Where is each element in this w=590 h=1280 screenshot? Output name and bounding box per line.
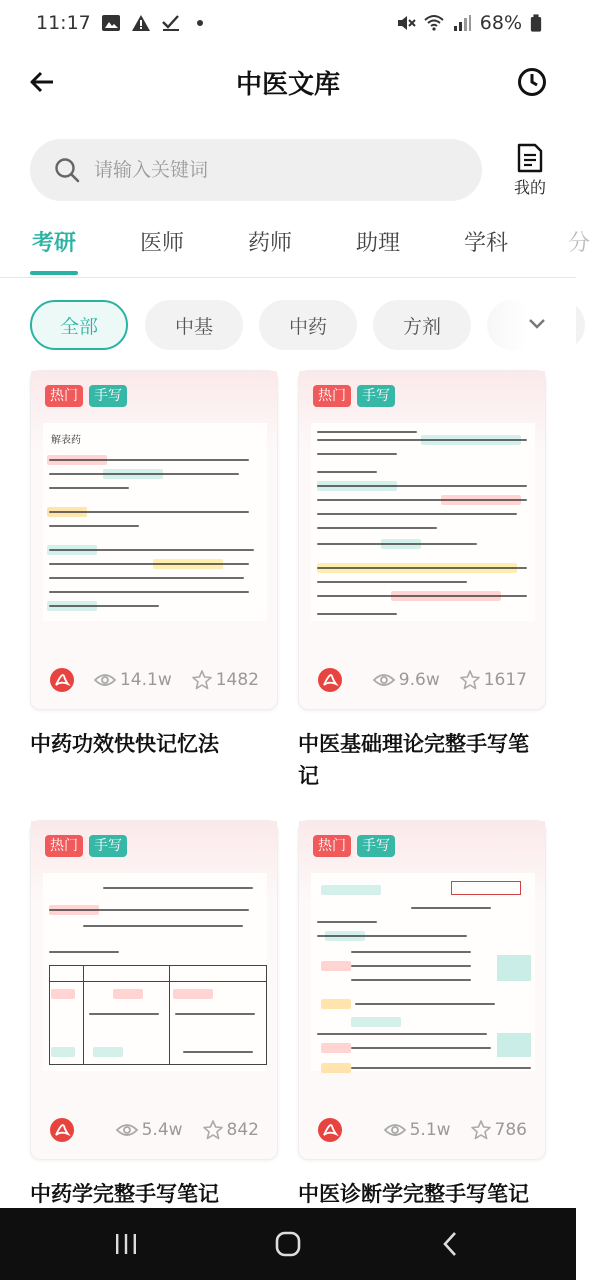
pdf-icon <box>49 667 75 693</box>
battery-percent: 68% <box>479 12 522 34</box>
doc-title[interactable]: 中药学完整手写笔记 <box>30 1182 219 1206</box>
wifi-icon <box>424 14 444 32</box>
search-box[interactable] <box>30 139 482 201</box>
view-count: 5.4w <box>116 1120 183 1140</box>
chip-all[interactable]: 全部 <box>30 300 128 350</box>
hot-badge: 热门 <box>313 385 351 407</box>
doc-title[interactable]: 中医基础理论完整手写笔记 <box>298 732 529 788</box>
tab-more-partial[interactable]: 分 <box>568 231 590 256</box>
chip-fangji[interactable]: 方剂 <box>373 300 471 350</box>
doc-title[interactable]: 中医诊断学完整手写笔记 <box>298 1182 529 1206</box>
tab-yaoshi[interactable]: 药师 <box>248 231 293 256</box>
page-title: 中医文库 <box>235 69 340 100</box>
signal-icon <box>452 14 472 32</box>
star-icon <box>192 670 212 690</box>
chevron-down-icon[interactable] <box>526 312 548 334</box>
chips-fade <box>466 298 576 352</box>
arrow-left-icon <box>29 71 55 93</box>
star-icon <box>203 1120 223 1140</box>
hot-badge: 热门 <box>313 835 351 857</box>
note-preview <box>311 873 535 1071</box>
star-icon <box>460 670 480 690</box>
favorite-count: 1482 <box>192 670 259 690</box>
note-heading: 解表药 <box>51 435 81 446</box>
more-notifications-dot <box>197 20 203 26</box>
favorite-count: 786 <box>471 1120 527 1140</box>
search-row <box>30 138 550 202</box>
check-notification-icon <box>161 14 181 32</box>
star-icon <box>471 1120 491 1140</box>
back-nav-button[interactable] <box>432 1226 468 1262</box>
note-preview <box>311 423 535 621</box>
status-time: 11:17 <box>36 12 91 34</box>
document-icon <box>516 143 544 173</box>
note-preview <box>43 423 267 621</box>
hot-badge: 热门 <box>45 835 83 857</box>
doc-thumbnail[interactable] <box>298 370 546 710</box>
hot-badge: 热门 <box>45 385 83 407</box>
mute-icon <box>396 14 416 32</box>
doc-card[interactable] <box>30 370 278 760</box>
tab-kaoyan[interactable]: 考研 <box>32 231 77 256</box>
app-bar <box>0 48 576 116</box>
status-bar <box>0 0 576 46</box>
favorite-count: 842 <box>203 1120 259 1140</box>
doc-thumbnail[interactable] <box>30 370 278 710</box>
category-tabs <box>0 212 590 278</box>
doc-thumbnail[interactable] <box>298 820 546 1160</box>
search-input[interactable] <box>94 159 434 181</box>
chip-zhongyao[interactable]: 中药 <box>259 300 357 350</box>
chevron-left-icon <box>439 1230 461 1258</box>
handwritten-badge: 手写 <box>357 385 395 407</box>
pdf-icon <box>49 1117 75 1143</box>
recents-icon <box>113 1232 139 1256</box>
tab-yishi[interactable]: 医师 <box>140 231 185 256</box>
system-nav-bar <box>0 1208 576 1280</box>
handwritten-badge: 手写 <box>357 835 395 857</box>
handwritten-badge: 手写 <box>89 835 127 857</box>
doc-card[interactable] <box>30 820 278 1210</box>
eye-icon <box>373 672 395 688</box>
note-preview <box>43 873 267 1071</box>
pdf-icon <box>317 667 343 693</box>
doc-title[interactable]: 中药功效快快记忆法 <box>30 732 219 756</box>
battery-icon <box>530 13 542 33</box>
eye-icon <box>116 1122 138 1138</box>
eye-icon <box>384 1122 406 1138</box>
tab-zhuli[interactable]: 助理 <box>356 231 401 256</box>
doc-thumbnail[interactable] <box>30 820 278 1160</box>
favorite-count: 1617 <box>460 670 527 690</box>
mine-label: 我的 <box>513 177 546 197</box>
search-icon <box>54 157 80 183</box>
doc-card[interactable] <box>298 370 546 792</box>
history-button[interactable] <box>512 62 552 102</box>
view-count: 9.6w <box>373 670 440 690</box>
home-button[interactable] <box>270 1226 306 1262</box>
chip-zhongji[interactable]: 中基 <box>145 300 243 350</box>
mine-button[interactable] <box>510 143 550 198</box>
view-count: 14.1w <box>94 670 172 690</box>
alert-icon <box>131 14 151 32</box>
home-icon <box>274 1230 302 1258</box>
image-notification-icon <box>101 14 121 32</box>
eye-icon <box>94 672 116 688</box>
view-count: 5.1w <box>384 1120 451 1140</box>
clock-icon <box>517 67 547 97</box>
tab-xueke[interactable]: 学科 <box>464 231 509 256</box>
handwritten-badge: 手写 <box>89 385 127 407</box>
back-button[interactable] <box>22 62 62 102</box>
tab-indicator <box>30 271 78 275</box>
recents-button[interactable] <box>108 1226 144 1262</box>
pdf-icon <box>317 1117 343 1143</box>
filter-chips <box>0 298 576 352</box>
doc-card[interactable] <box>298 820 546 1210</box>
